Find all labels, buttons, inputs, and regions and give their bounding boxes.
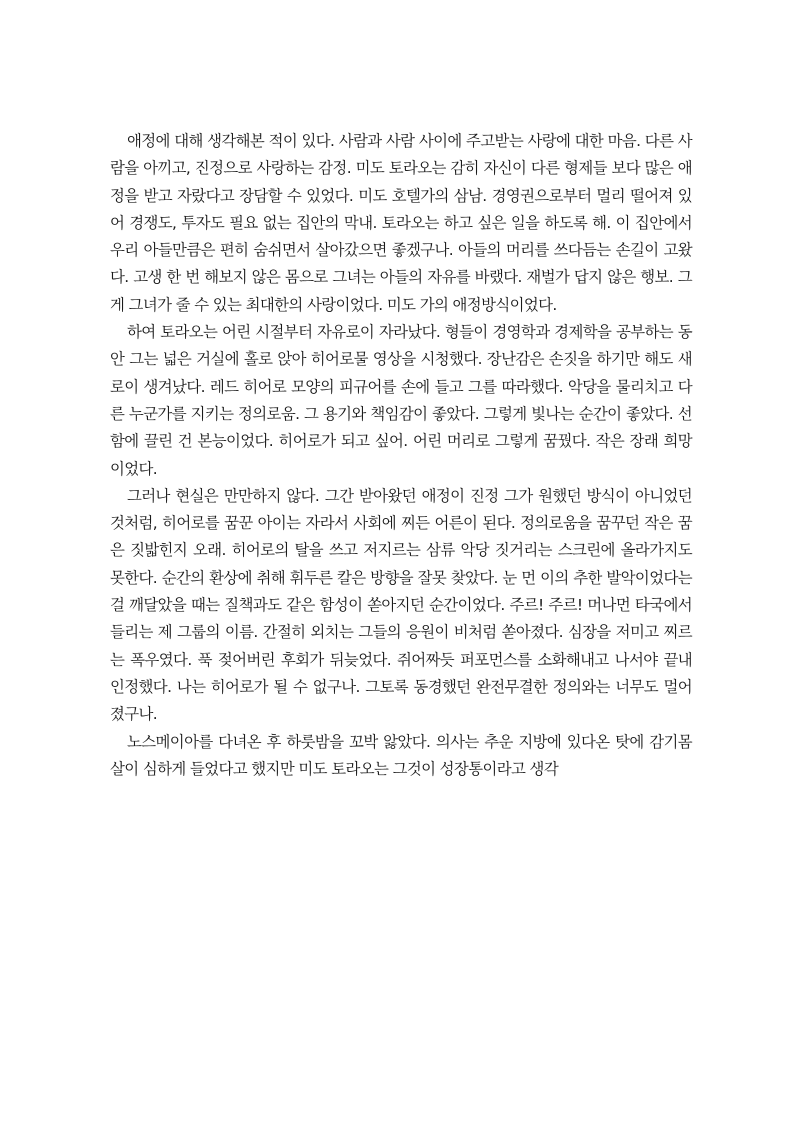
paragraph-4: 노스메이아를 다녀온 후 하룻밤을 꼬박 앓았다. 의사는 추운 지방에 있다온 탓에 감기몸살이 심하게 들었다고 했지만 미도 토라오는 그것이 성장통이라고 생각 (110, 732, 692, 778)
paragraph-1: 애정에 대해 생각해본 적이 있다. 사람과 사람 사이에 주고받는 사랑에 대한 마음. 다른 사람을 아끼고, 진정으로 사랑하는 감정. 미도 토라오는 감히 자신이 다른 형제들 보다 많은 애정을 받고 자랐다고 장담할 수 있었다. 미도 호텔가의 삼남. 경영권으로부터 멀리 떨어져 있어 경쟁도, 투자도 필요 없는 집안의 막내. 토라오는 하고 싶은 일을 하도록 해. 이 집안에서 우리 아들만큼은 편히 숨쉬면서 살아갔으면 좋겠구나. 아들의 머리를 쓰다듬는 손길이 고왔다. 고생 한 번 해보지 않은 몸으로 그녀는 아들의 자유를 바랬다. 재벌가 답지 않은 행보. 그게 그녀가 줄 수 있는 최대한의 사랑이었다. 미도 가의 애정방식이었다. (110, 132, 692, 314)
paragraph-3: 그러나 현실은 만만하지 않다. 그간 받아왔던 애정이 진정 그가 원했던 방식이 아니었던 것처럼, 히어로를 꿈꾼 아이는 자라서 사회에 찌든 어른이 된다. 정의로움을 꿈꾸던 작은 꿈은 짓밟힌지 오래. 히어로의 탈을 쓰고 저지르는 삼류 악당 짓거리는 스크린에 올라가지도 못한다. 순간의 환상에 취해 휘두른 칼은 방향을 잘못 찾았다. 눈 먼 이의 추한 발악이었다는 걸 깨달았을 때는 질책과도 같은 함성이 쏟아지던 순간이었다. 주르! 주르! 머나먼 타국에서 들리는 제 그룹의 이름. 간절히 외치는 그들의 응원이 비처럼 쏟아졌다. 심장을 저미고 찌르는 폭우였다. 푹 젖어버린 후회가 뒤늦었다. 쥐어짜듯 퍼포먼스를 소화해내고 나서야 끝내 인정했다. 나는 히어로가 될 수 없구나. 그토록 동경했던 완전무결한 정의와는 너무도 멀어졌구나. (110, 486, 692, 724)
body-text (110, 128, 692, 783)
paragraph-2: 하여 토라오는 어린 시절부터 자유로이 자라났다. 형들이 경영학과 경제학을 공부하는 동안 그는 넓은 거실에 홀로 앉아 히어로물 영상을 시청했다. 장난감은 손짓을 하기만 해도 새로이 생겨났다. 레드 히어로 모양의 피규어를 손에 들고 그를 따라했다. 악당을 물리치고 다른 누군가를 지키는 정의로움. 그 용기와 책임감이 좋았다. 그렇게 빛나는 순간이 좋았다. 선함에 끌린 건 본능이었다. 히어로가 되고 싶어. 어린 머리로 그렇게 꿈꿨다. 작은 장래 희망이었다. (110, 323, 692, 478)
